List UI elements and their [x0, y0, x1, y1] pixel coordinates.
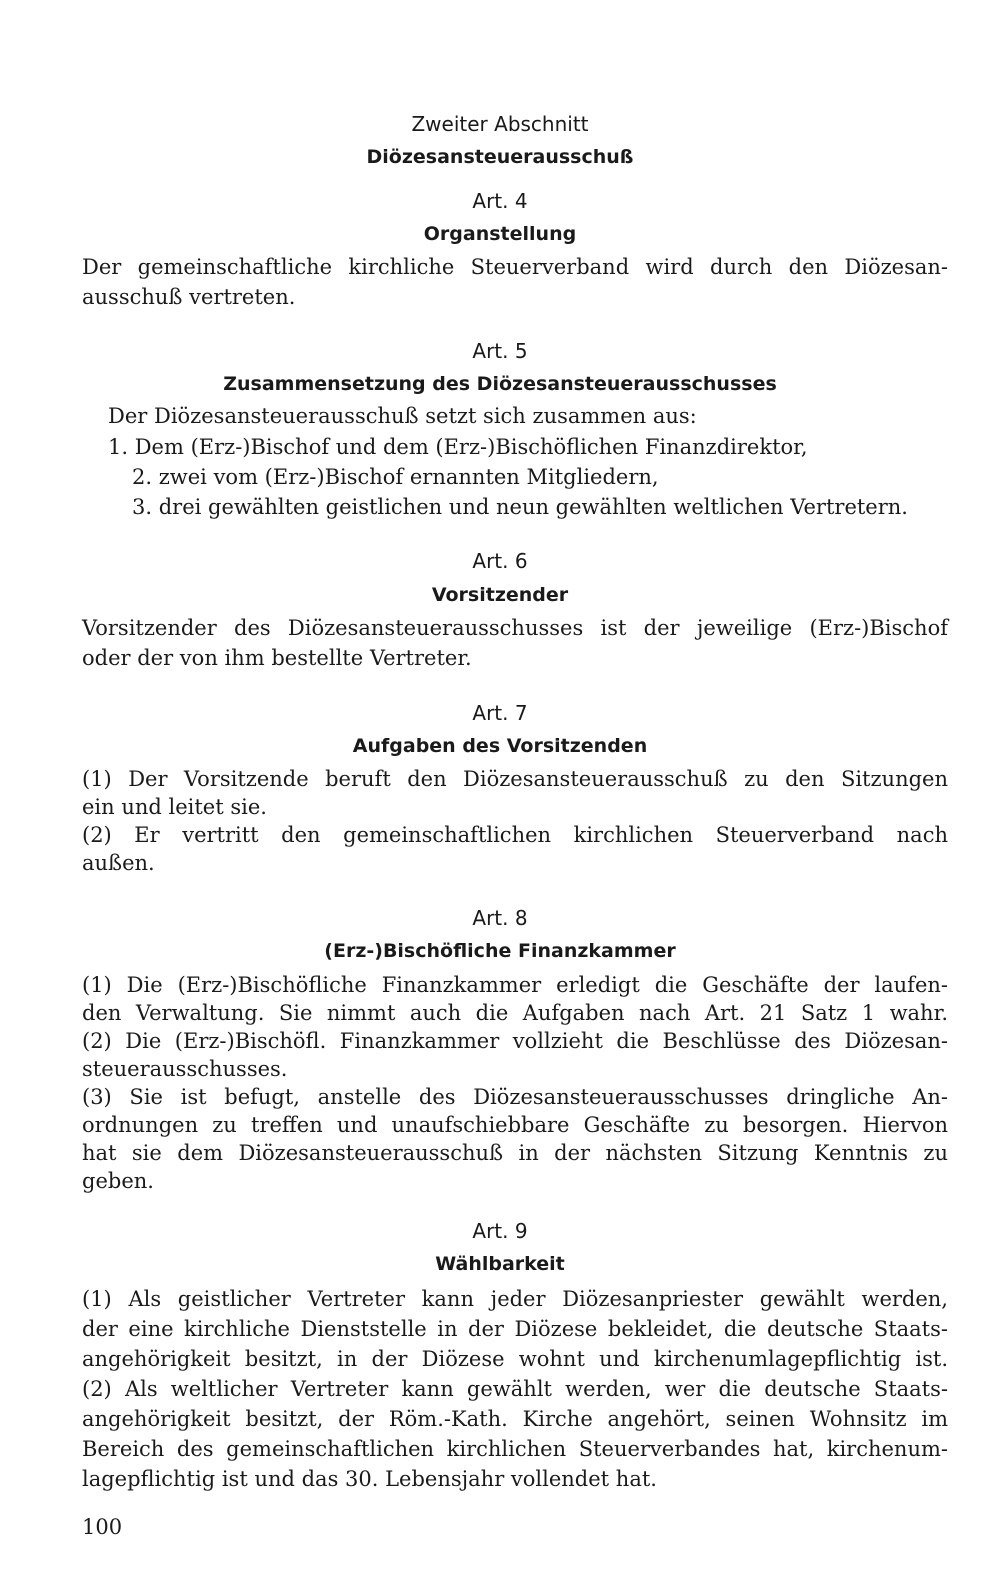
article-9-label: Art. 9 [472, 1219, 528, 1243]
article-4-line: ausschuß vertreten. [82, 285, 296, 309]
article-5-label: Art. 5 [472, 339, 528, 363]
article-9-line: Bereich des gemeinschaftlichen kirchlichen Steuerverbandes hat, kirchenum- [82, 1437, 948, 1461]
article-7-label: Art. 7 [472, 701, 528, 725]
article-8-line: (3) Sie ist befugt, anstelle des Diözesansteuerausschusses dringliche An- [82, 1085, 948, 1109]
article-6-line: oder der von ihm bestellte Vertreter. [82, 646, 472, 670]
article-4-line: Der gemeinschaftliche kirchliche Steuerverband wird durch den Diözesan- [82, 255, 948, 279]
article-9-line: (1) Als geistlicher Vertreter kann jeder Diözesanpriester gewählt werden, [82, 1287, 948, 1311]
article-4-title: Organstellung [423, 223, 577, 245]
article-9-line: lagepflichtig ist und das 30. Lebensjahr vollendet hat. [82, 1467, 657, 1491]
section-title: Diözesansteuerausschuß [366, 146, 634, 168]
article-7-line: ein und leitet sie. [82, 795, 267, 819]
article-9-line: der eine kirchliche Dienststelle in der Diözese bekleidet, die deutsche Staats- [82, 1317, 948, 1341]
article-8-label: Art. 8 [472, 906, 528, 930]
article-8-line: ordnungen zu treffen und unaufschiebbare Geschäfte zu besorgen. Hiervon [82, 1113, 948, 1137]
article-8-title: (Erz-)Bischöfliche Finanzkammer [324, 940, 676, 962]
article-7-line: (1) Der Vorsitzende beruft den Diözesansteuerausschuß zu den Sitzungen [82, 767, 948, 791]
article-7-line: (2) Er vertritt den gemeinschaftlichen kirchlichen Steuerverband nach [82, 823, 948, 847]
article-5-intro: Der Diözesansteuerausschuß setzt sich zusammen aus: [108, 404, 697, 428]
article-7-line: außen. [82, 851, 155, 875]
article-8-line: den Verwaltung. Sie nimmt auch die Aufgaben nach Art. 21 Satz 1 wahr. [82, 1001, 948, 1025]
article-9-line: angehörigkeit besitzt, der Röm.-Kath. Kirche angehört, seinen Wohnsitz im [82, 1407, 948, 1431]
article-9-line: angehörigkeit besitzt, in der Diözese wohnt und kirchenumlagepflichtig ist. [82, 1347, 948, 1371]
article-6-label: Art. 6 [472, 549, 528, 573]
article-4-label: Art. 4 [472, 189, 528, 213]
article-5-list-item: 1. Dem (Erz-)Bischof und dem (Erz-)Bischöflichen Finanzdirektor, [108, 435, 808, 459]
article-6-line: Vorsitzender des Diözesansteuerausschusses ist der jeweilige (Erz-)Bischof [82, 616, 948, 640]
article-7-title: Aufgaben des Vorsitzenden [352, 735, 648, 757]
article-5-title: Zusammensetzung des Diözesansteuerausschusses [223, 373, 777, 395]
article-5-list-item: 2. zwei vom (Erz-)Bischof ernannten Mitgliedern, [132, 465, 659, 489]
article-9-line: (2) Als weltlicher Vertreter kann gewählt werden, wer die deutsche Staats- [82, 1377, 948, 1401]
article-9-title: Wählbarkeit [435, 1253, 565, 1275]
section-label: Zweiter Abschnitt [411, 112, 589, 136]
article-8-line: steuerausschusses. [82, 1057, 288, 1081]
article-8-line: hat sie dem Diözesansteuerausschuß in der nächsten Sitzung Kenntnis zu [82, 1141, 948, 1165]
page-number: 100 [82, 1515, 123, 1539]
article-5-list-item: 3. drei gewählten geistlichen und neun gewählten weltlichen Vertretern. [132, 495, 908, 519]
article-8-line: (2) Die (Erz-)Bischöfl. Finanzkammer vollzieht die Beschlüsse des Diözesan- [82, 1029, 948, 1053]
article-8-line: (1) Die (Erz-)Bischöfliche Finanzkammer erledigt die Geschäfte der laufen- [82, 973, 948, 997]
article-8-line: geben. [82, 1169, 154, 1193]
article-6-title: Vorsitzender [431, 584, 569, 606]
